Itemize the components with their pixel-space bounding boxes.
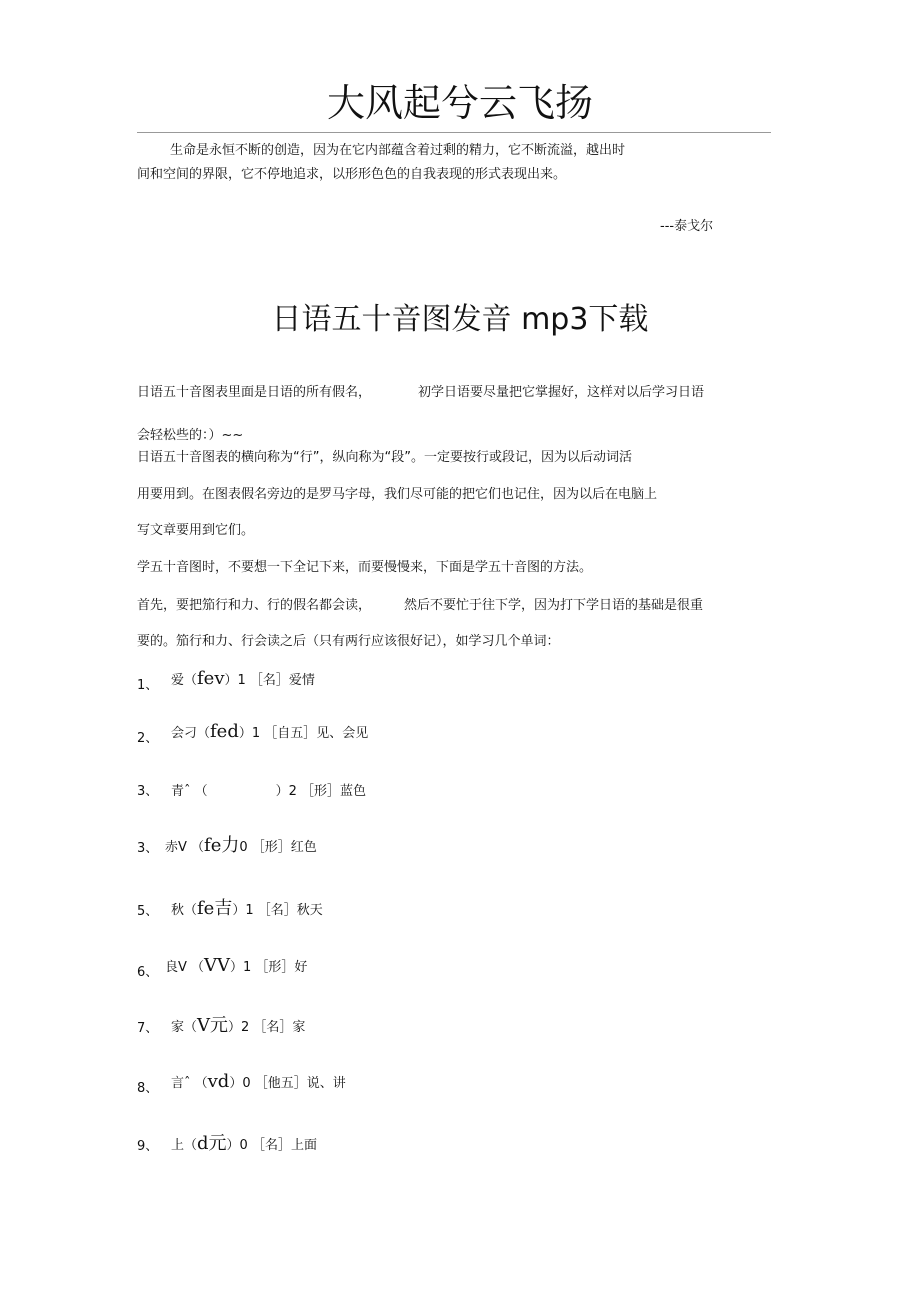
vocab-reading: V元 [197, 1015, 229, 1036]
paragraph-2-line-3: 写文章要用到它们。 [137, 523, 255, 538]
page-title: 大风起兮云飞扬 [326, 81, 593, 125]
vocab-word: 会刁（ [171, 726, 211, 741]
vocab-reading: fe力 [204, 835, 240, 856]
quote-line-2: 间和空间的界限，它不停地追求，以形形色色的自我表现的形式表现出来。 [137, 167, 567, 182]
vocab-item [171, 721, 368, 742]
vocab-meaning: ）1 ［名］爱情 [224, 673, 315, 688]
vocab-item [171, 1011, 305, 1037]
vocab-number: 3、 [137, 784, 159, 799]
vocab-meaning: ）1 ［名］秋天 [232, 903, 323, 918]
vocab-item [171, 780, 366, 799]
vocab-reading: fe吉 [197, 898, 233, 919]
vocab-word: 上（ [171, 1138, 198, 1153]
vocab-number: 1、 [137, 678, 159, 693]
vocab-reading: vd [207, 1071, 230, 1092]
vocab-item [171, 668, 315, 689]
vocab-item [171, 1129, 317, 1155]
vocab-item [165, 831, 317, 857]
vocab-reading: fev [197, 668, 225, 689]
quote-attribution: ---泰戈尔 [660, 219, 714, 234]
paragraph-4-part-b: 然后不要忙于往下学，因为打下学日语的基础是很重 [404, 598, 704, 613]
vocab-number: 2、 [137, 731, 159, 746]
vocab-reading: fed [210, 721, 239, 742]
vocab-number: 3、 [137, 841, 159, 856]
vocab-word: 爱（ [171, 673, 198, 688]
vocab-word: 言ˆ （ [171, 1076, 208, 1091]
paragraph-3: 学五十音图时，不要想一下全记下来，而要慢慢来，下面是学五十音图的方法。 [137, 560, 593, 575]
title-divider [137, 132, 771, 133]
vocab-word: 秋（ [171, 903, 198, 918]
vocab-number: 8、 [137, 1081, 159, 1096]
paragraph-1-part-a: 日语五十音图表里面是日语的所有假名， [137, 385, 372, 400]
vocab-word: 良V （ [165, 960, 205, 975]
vocab-number: 5、 [137, 904, 159, 919]
paragraph-2-line-1: 日语五十音图表的横向称为“行”，纵向称为“段”。一定要按行或段记，因为以后动词活 [137, 450, 632, 465]
vocab-number: 6、 [137, 965, 159, 980]
vocab-word: 家（ [171, 1020, 198, 1035]
paragraph-2-line-2: 用要用到。在图表假名旁边的是罗马字母，我们尽可能的把它们也记住，因为以后在电脑上 [137, 487, 658, 502]
vocab-number: 7、 [137, 1021, 159, 1036]
vocab-meaning: 0 ［形］红色 [239, 840, 317, 855]
vocab-meaning: ）0 ［名］上面 [226, 1138, 317, 1153]
vocab-word: 青ˆ （ [171, 784, 208, 799]
vocab-item [171, 894, 323, 920]
vocab-reading: d元 [197, 1133, 227, 1154]
quote-line-1: 生命是永恒不断的创造，因为在它内部蕴含着过剩的精力，它不断流溢，越出时 [170, 143, 626, 158]
article-title: 日语五十音图发音 mp3下载 [271, 302, 649, 337]
vocab-meaning: ）2 ［名］家 [228, 1020, 306, 1035]
vocab-number: 9、 [137, 1139, 159, 1154]
paragraph-4-part-c: 要的。笳行和力、行会读之后（只有两行应该很好记），如学习几个单词： [137, 634, 560, 649]
paragraph-1-part-c: 会轻松些的：）~~ [137, 428, 244, 443]
vocab-meaning: ）1 ［形］好 [230, 960, 308, 975]
paragraph-1-part-b: 初学日语要尽量把它掌握好，这样对以后学习日语 [418, 385, 705, 400]
vocab-meaning: ）1 ［自五］见、会见 [238, 726, 369, 741]
paragraph-4-part-a: 首先，要把笳行和力、行的假名都会读， [137, 598, 372, 613]
vocab-meaning: ）0 ［他五］说、讲 [229, 1076, 346, 1091]
vocab-word: 赤V （ [165, 840, 205, 855]
vocab-meaning: ）2 ［形］蓝色 [275, 784, 367, 799]
vocab-item [171, 1071, 346, 1092]
vocab-reading: VV [204, 955, 231, 976]
vocab-item [165, 955, 307, 976]
